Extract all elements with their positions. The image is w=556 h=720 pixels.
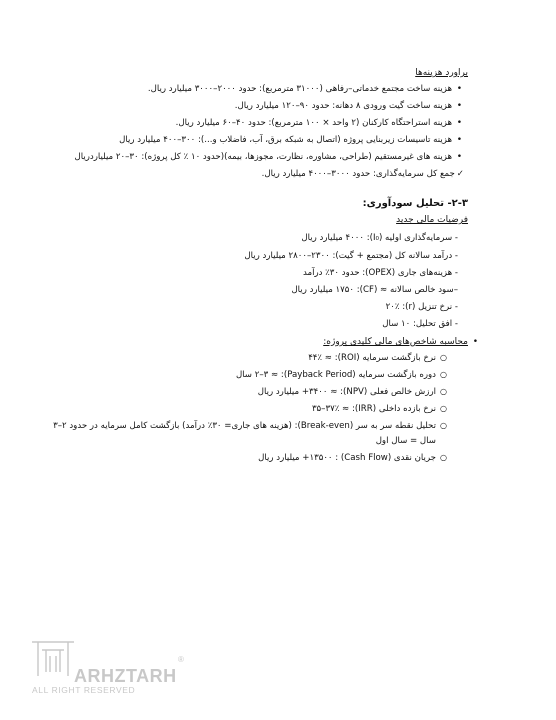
- indicator-item-continuation: سال = سال اول: [375, 436, 436, 446]
- watermark-registered-icon: ®: [178, 655, 184, 664]
- indicator-item: ○ دوره بازگشت سرمایه (Payback Period): ≈ ۲–۳ سال: [236, 369, 436, 381]
- watermark-emblem-icon: [28, 636, 188, 696]
- assumptions-heading: فرضیات مالی جدید: [396, 215, 468, 225]
- assumption-item: - درآمد سالانه کل (مجتمع + گیت): ۲۳۰۰–۲۸۰۰ میلیارد ریال: [244, 251, 458, 261]
- assumption-item: - نرخ تنزیل (r): ۲۰٪: [385, 302, 458, 312]
- cost-item: • هزینه ساخت گیت ورودی ۸ دهانه: حدود ۹۰–۱۲۰ میلیارد ریال.: [235, 100, 452, 112]
- assumption-item: –سود خالص سالانه ≈ (CF): ۱۷۵۰ میلیارد ریال: [291, 285, 458, 295]
- total-investment: [262, 168, 464, 180]
- cost-item: • هزینه تاسیسات زیربنایی پروژه (اتصال به شبکه برق، آب، فاضلاب و...): ۳۰۰–۴۰۰ میلیارد ریال: [119, 134, 452, 146]
- indicator-item: ○ تحلیل نقطه سر به سر (Break-even): (هزینه های جاری= ۳۰٪ درآمد) بازگشت کامل سرمایه در حدود ۲–۳: [53, 420, 436, 432]
- watermark-logo: [28, 636, 188, 696]
- cost-estimate-heading: براورد هزینه‌ها: [415, 68, 468, 78]
- assumption-item: - افق تحلیل: ۱۰ سال: [382, 319, 458, 329]
- assumption-item: - هزینه‌های جاری (OPEX): حدود ۳۰٪ درآمد: [302, 268, 458, 278]
- cost-item: • هزینه ساخت مجتمع خدماتی–رفاهی (۳۱۰۰۰ مترمربع): حدود ۲۰۰۰–۳۰۰۰ میلیارد ریال.: [148, 83, 452, 95]
- watermark-tagline: ALL RIGHT RESERVED: [32, 685, 136, 695]
- indicator-item: ○ ارزش خالص فعلی (NPV): ≈ ۳۴۰۰+ میلیارد ریال: [258, 386, 436, 398]
- watermark-brand: ARHZTARH: [74, 666, 177, 686]
- cost-item: • هزینه استراحتگاه کارکنان (۲ واحد × ۱۰۰ مترمربع): حدود ۴۰–۶۰ میلیارد ریال.: [176, 117, 452, 129]
- indicators-heading: • محاسبه شاخص‌های مالی کلیدی پروژه:: [323, 336, 468, 348]
- cost-item: • هزینه های غیرمستقیم (طراحی، مشاوره، نظارت، مجوزها، بیمه)(حدود ۱۰ ٪ کل پروژه): ۳۰–۲۰ میلیاردریال: [75, 151, 453, 163]
- indicator-item: ○ جریان نقدی (Cash Flow) : ۱۳۵۰۰+ میلیارد ریال: [258, 452, 436, 464]
- assumption-item: - سرمایه‌گذاری اولیه (I₀): ۴۰۰۰ میلیارد ریال: [301, 233, 458, 243]
- indicator-item: ○ نرخ بازگشت سرمایه (ROI): ≈ ۴۴٪: [308, 352, 436, 364]
- check-icon: ✓: [456, 169, 464, 179]
- indicator-item: ○ نرخ بازده داخلی (IRR): ≈ ۳۵–۳۷٪: [312, 403, 436, 415]
- section-title: ۲-۳- تحلیل سودآوری:: [362, 198, 468, 209]
- total-investment-text: جمع کل سرمایه‌گذاری: حدود ۳۰۰۰–۴۰۰۰ میلیارد ریال.: [261, 169, 455, 179]
